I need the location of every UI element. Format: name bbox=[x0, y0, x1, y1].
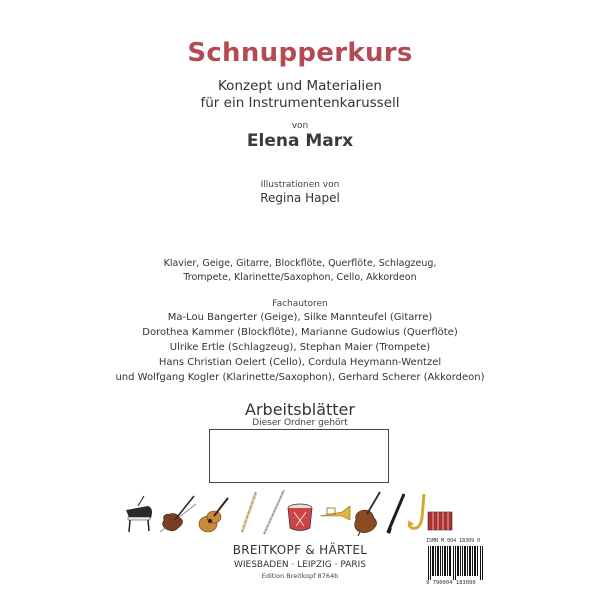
owner-label: Dieser Ordner gehört bbox=[252, 418, 348, 428]
piano-icon bbox=[126, 496, 152, 532]
publisher-cities: WIESBADEN · LEIPZIG · PARIS bbox=[233, 560, 366, 570]
owner-name-box bbox=[209, 429, 389, 483]
guitar-icon bbox=[199, 498, 228, 532]
instrument-list-line-2: Trompete, Klarinette/Saxophon, Cello, Akkordeon bbox=[183, 272, 417, 283]
author-name: Elena Marx bbox=[246, 131, 354, 151]
by-label: von bbox=[291, 121, 309, 131]
saxophone-icon bbox=[408, 494, 424, 528]
contributor-line: Ulrike Ertle (Schlagzeug), Stephan Maier (Trompete) bbox=[169, 342, 431, 353]
subtitle-line-2: für ein Instrumentenkarussell bbox=[200, 95, 400, 111]
flute-icon bbox=[264, 490, 284, 534]
edition-number: Edition Breitkopf 8764b bbox=[261, 572, 339, 580]
recorder-icon bbox=[242, 492, 256, 532]
cello-icon bbox=[355, 492, 380, 536]
trumpet-icon bbox=[320, 506, 350, 520]
barcode-number: 9 790004 183090 bbox=[426, 580, 476, 586]
violin-icon bbox=[160, 496, 196, 532]
book-title: Schnupperkurs bbox=[187, 38, 413, 68]
barcode-graphic bbox=[426, 546, 486, 580]
illustrations-label: Illustrationen von bbox=[260, 180, 340, 190]
contributor-line: Hans Christian Oelert (Cello), Cordula Heymann-Wentzel bbox=[158, 357, 442, 368]
contributors-label: Fachautoren bbox=[272, 299, 328, 309]
instrument-list-line-1: Klavier, Geige, Gitarre, Blockflöte, Querflöte, Schlagzeug, bbox=[163, 258, 437, 269]
instrument-illustrations bbox=[124, 488, 454, 536]
accordion-icon bbox=[428, 512, 452, 530]
barcode-block bbox=[426, 538, 486, 586]
subtitle-line-1: Konzept und Materialien bbox=[218, 78, 382, 94]
clarinet-icon bbox=[386, 494, 404, 534]
publisher-block bbox=[0, 543, 600, 580]
drum-icon bbox=[288, 504, 312, 531]
contributor-line: Ma-Lou Bangerter (Geige), Silke Mannteufel (Gitarre) bbox=[167, 312, 433, 323]
contributor-line: Dorothea Kammer (Blockflöte), Marianne Gudowius (Querflöte) bbox=[142, 327, 458, 338]
contributor-line: und Wolfgang Kogler (Klarinette/Saxophon), Gerhard Scherer (Akkordeon) bbox=[115, 372, 485, 383]
ismn-number: ISMN M 004 18309 0 bbox=[426, 538, 481, 544]
publisher-name: BREITKOPF & HÄRTEL bbox=[232, 543, 368, 557]
worksheets-title: Arbeitsblätter bbox=[245, 400, 355, 419]
illustrator-name: Regina Hapel bbox=[260, 191, 340, 205]
